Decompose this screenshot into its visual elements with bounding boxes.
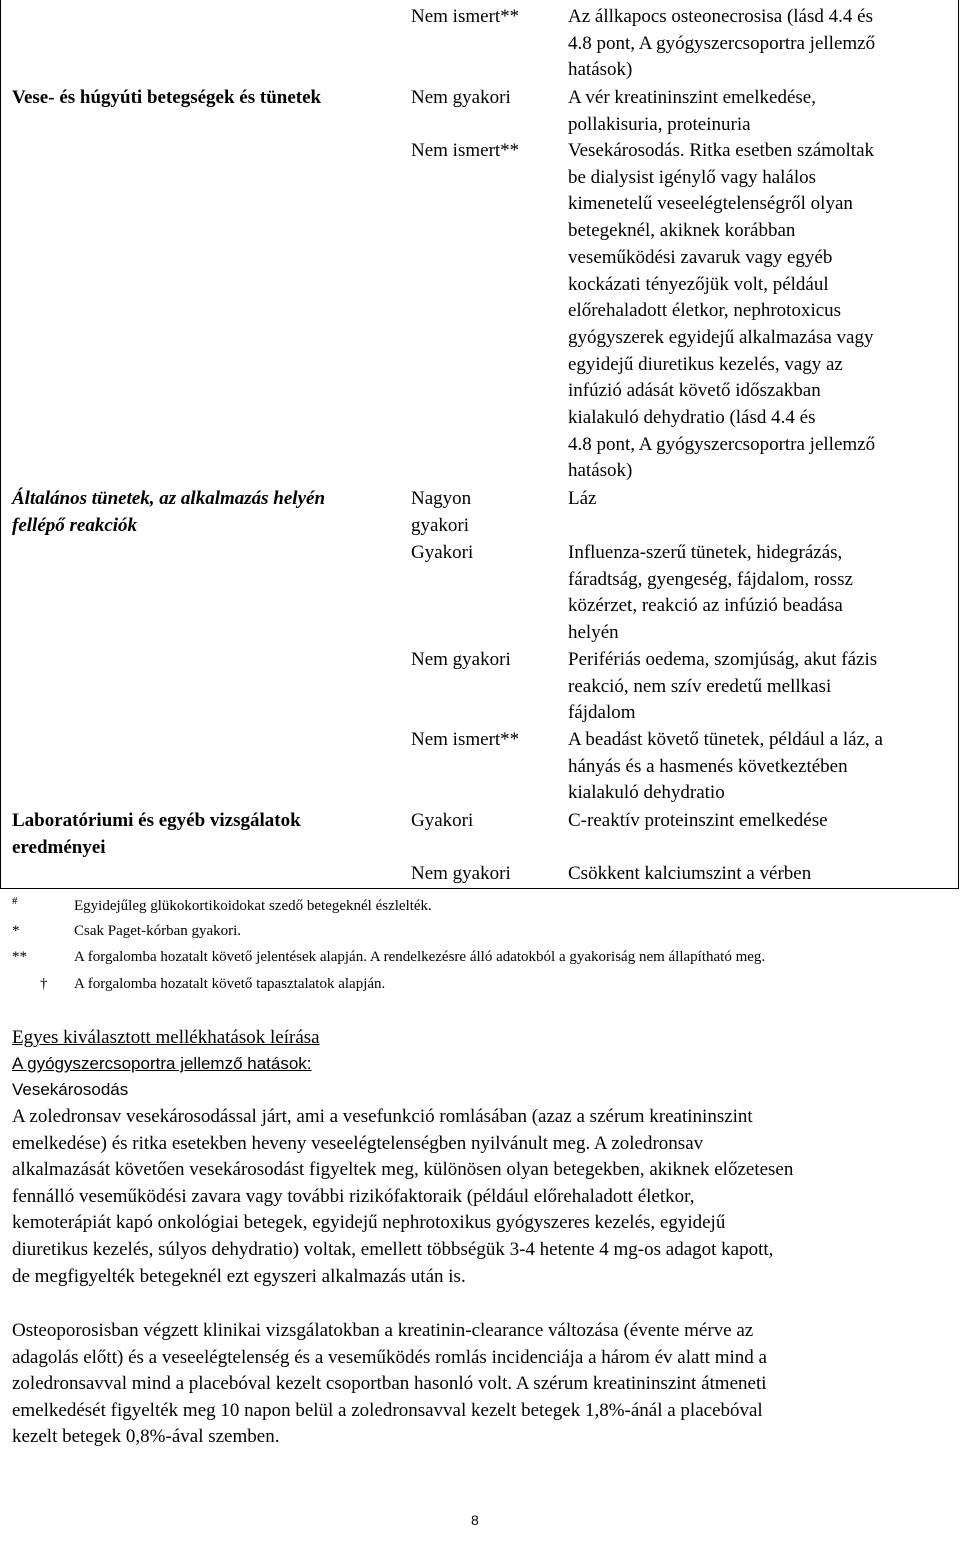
section-subheading: A gyógyszercsoportra jellemző hatások: [12, 1054, 312, 1073]
section-heading: Egyes kiválasztott mellékhatások leírása [12, 1027, 320, 1048]
table-cell-soc: Laboratóriumi és egyéb vizsgálatok eredményei [12, 810, 301, 858]
table-cell-reaction: Perifériás oedema, szomjúság, akut fázis reakció, nem szív eredetű mellkasi fájdalom [568, 649, 878, 724]
table-cell-reaction: Influenza-szerű tünetek, hidegrázás, fáradtság, gyengeség, fájdalom, rossz közérzet, reakció az infúzió beadása helyén [568, 542, 853, 644]
footnote-text: Csak Paget-kórban gyakori. [74, 923, 242, 939]
table-left-border [0, 0, 1, 889]
footnote-mark: # [12, 895, 18, 907]
table-cell-reaction: Vesekárosodás. Ritka esetben számoltak be dialysist igénylő vagy halálos kimenetelű veseelégtelenségről olyan betegeknél, akiknek korábban veseműködési zavaruk vagy egyéb kockázati tényezőjük volt, például előrehaladott életkor, nephrotoxicus gyógyszerek egyidejű alkalmazása vagy egyidejű diuretikus kezelés, vagy az infúzió adását követő időszakban kialakuló dehydratio (lásd 4.4 és 4.8 pont, A gyógyszercsoportra jellemző hatások) [568, 140, 876, 482]
table-cell-reaction: Csökkent kalciumszint a vérben [568, 863, 812, 884]
table-cell-frequency: Nem ismert** [411, 140, 520, 161]
table-right-border [958, 0, 959, 889]
paragraph: A zoledronsav vesekárosodással járt, ami a vesefunkció romlásában (azaz a szérum kreatininszint emelkedése) és ritka esetekben heveny veseelégtelenségben nyilvánult meg. A zoledronsav alkalmazását követően vesekárosodást figyeltek meg, különösen olyan betegekben, akiknek előzetesen fennálló veseműködési zavara vagy további rizikófaktoraik (például előrehaladott életkor, kemoterápiát kapó onkológiai betegek, egyidejű nephrotoxikus gyógyszeres kezelés, egyidejű diuretikus kezelés, súlyos dehydratio) voltak, emellett többségük 3-4 hetente 4 mg-os adagot kapott, de megfigyelték betegeknél ezt egyszeri alkalmazás után is. [12, 1106, 794, 1287]
table-cell-soc: Vese- és húgyúti betegségek és tünetek [12, 87, 322, 108]
page-number: 8 [471, 1512, 479, 1528]
table-cell-soc: Általános tünetek, az alkalmazás helyén fellépő reakciók [12, 488, 326, 536]
footnote-mark: * [12, 923, 20, 939]
table-bottom-border [0, 888, 959, 889]
table-cell-reaction: A beadást követő tünetek, például a láz, a hányás és a hasmenés következtében kialakuló dehydratio [568, 729, 883, 804]
paragraph: Osteoporosisban végzett klinikai vizsgálatokban a kreatinin-clearance változása (évente mérve az adagolás előtt) és a veseelégtelenség és a veseműködés romlás incidenciája a három év alatt mind a zoledronsavval mind a placebóval kezelt csoportban hasonló volt. A szérum kreatininszint átmeneti emelkedését figyelték meg 10 napon belül a zoledronsavval kezelt betegek 1,8%-ánál a placebóval kezelt betegek 0,8%-ával szemben. [12, 1320, 767, 1448]
footnote-text: A forgalomba hozatalt követő jelentések alapján. A rendelkezésre álló adatokból a gyakoriság nem állapítható meg. [74, 949, 766, 965]
table-cell-frequency: Gyakori [411, 542, 474, 563]
table-cell-frequency: Gyakori [411, 810, 474, 831]
footnote-mark: ** [12, 949, 27, 965]
footnote-text: Egyidejűleg glükokortikoidokat szedő betegeknél észlelték. [74, 898, 432, 914]
table-cell-reaction: C-reaktív proteinszint emelkedése [568, 810, 828, 831]
table-cell-reaction: Az állkapocs osteonecrosisa (lásd 4.4 és 4.8 pont, A gyógyszercsoportra jellemző hatások) [568, 6, 876, 81]
table-cell-reaction: A vér kreatininszint emelkedése, pollakisuria, proteinuria [568, 87, 816, 135]
table-cell-frequency: Nagyon gyakori [411, 488, 472, 536]
footnote-text: A forgalomba hozatalt követő tapasztalatok alapján. [74, 976, 386, 992]
section-topic: Vesekárosodás [12, 1080, 129, 1099]
table-cell-frequency: Nem gyakori [411, 863, 511, 884]
table-cell-reaction: Láz [568, 488, 597, 509]
table-cell-frequency: Nem ismert** [411, 729, 520, 750]
table-cell-frequency: Nem gyakori [411, 649, 511, 670]
footnote-mark: † [40, 976, 48, 992]
table-cell-frequency: Nem gyakori [411, 87, 511, 108]
table-cell-frequency: Nem ismert** [411, 6, 520, 27]
